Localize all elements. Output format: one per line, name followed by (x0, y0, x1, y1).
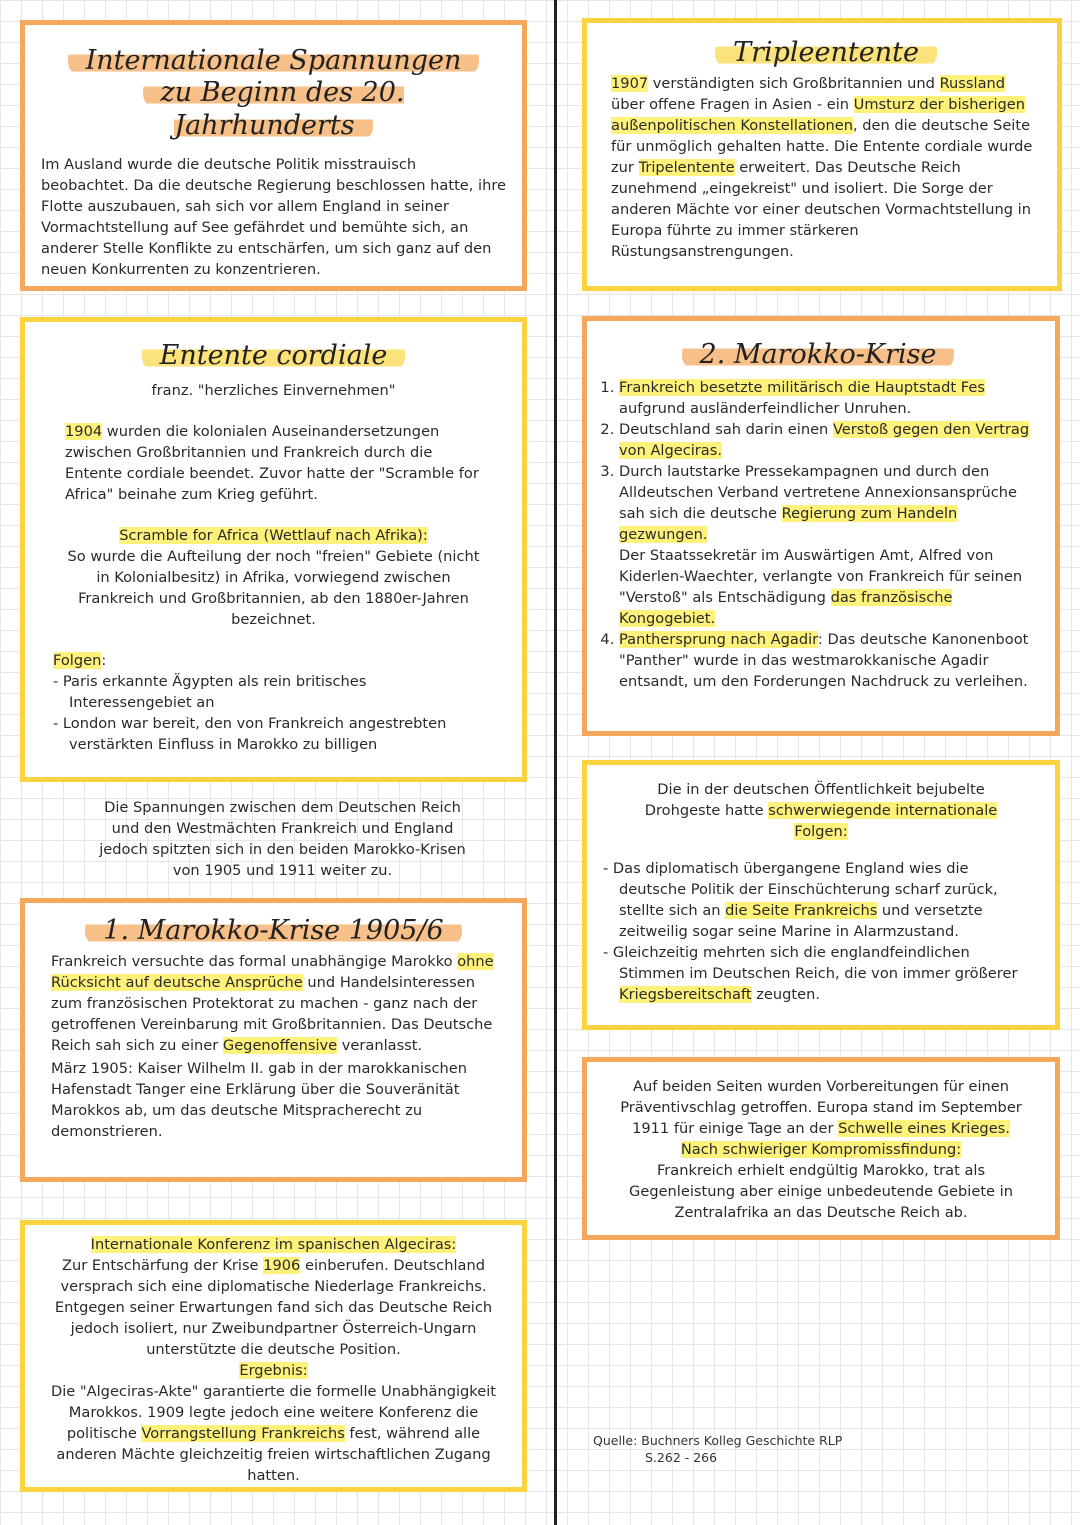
section-title: 1. Marokko-Krise 1905/6 (51, 915, 496, 947)
tanger-text: März 1905: Kaiser Wilhelm II. gab in der marokkanischen Hafenstadt Tanger eine Erklärung über die Souveränität Marokkos ab, um das deutsche Mitspracherecht zu demonstrieren. (51, 1060, 467, 1141)
compromise-label: Nach schwieriger Kompromissfindung: (680, 1141, 962, 1158)
section-text: Im Ausland wurde die deutsche Politik misstrauisch beobachtet. Da die deutsche Regierung beschlossen hatte, ihre Flotte auszubauen, sah sich vor allem England in seiner Vormachtstellung auf See gefährdet und bemühte sich, an anderer Stelle Konflikte zu entschärfen, um sich ganz auf den neuen Konkurrenten zu konzentrieren. (41, 156, 507, 279)
compromise-text: Frankreich erhielt endgültig Marokko, trat als Gegenleistung aber einige unbedeutende Gebiete in Zentralafrika an das Deutsche Reich ab. (629, 1162, 1013, 1221)
section-algeciras-conference (20, 1220, 527, 1492)
section-prevention (582, 1057, 1060, 1240)
entente-text: 1904 wurden die kolonialen Auseinandersetzungen zwischen Großbritannien und Frankreich durch die Entente cordiale beendet. Zuvor hatte der "Scramble for Africa" beinahe zum Krieg geführt. (65, 423, 479, 504)
translation-note: franz. "herzliches Einvernehmen" (151, 382, 396, 400)
folgen-label: Folgen: (53, 652, 107, 670)
crisis-list (595, 377, 1041, 692)
crisis-text: Frankreich versuchte das formal unabhängige Marokko ohne Rücksicht auf deutsche Ansprüche und Handelsinteressen zum französischen Protektorat zu machen - ganz nach der getroffenen Vereinbarung mit Großbritannien. Das Deutsche Reich sah sich zu einer Gegenoffensive veranlasst. (51, 953, 494, 1055)
list-item: 1. Frankreich besetzte militärisch die Hauptstadt Fes aufgrund ausländerfeindlicher Unruhen. (619, 377, 1041, 419)
list-item: - Gleichzeitig mehrten sich die englandfeindlichen Stimmen im Deutschen Reich, die von immer größerer Kriegsbereitschaft zeugten. (603, 944, 1018, 1003)
section-tripleentente (582, 18, 1062, 291)
list-item: 4. Panthersprung nach Agadir: Das deutsche Kanonenboot "Panther" wurde in das westmarokkanische Agadir entsandt, um den Forderungen Nachdruck zu verleihen. (619, 629, 1041, 692)
year-1904: 1904 (65, 423, 103, 441)
conference-text: Zur Entschärfung der Krise 1906 einberufen. Deutschland versprach sich eine diplomatische Niederlage Frankreichs. Entgegen seiner Erwartungen fand sich das Deutsche Reich jedoch isoliert, nur Zweibundpartner Österreich-Ungarn unterstützte die deutsche Position. (54, 1257, 493, 1358)
intro-text: Die Spannungen zwischen dem Deutschen Reich und den Westmächten Frankreich und England jedoch spitzten sich in den beiden Marokko-Krisen von 1905 und 1911 weiter zu. (99, 799, 466, 879)
consequences-intro: Die in der deutschen Öffentlichkeit bejubelte Drohgeste hatte schwerwiegende internationale Folgen: (644, 781, 998, 840)
section-international-tensions (20, 20, 527, 291)
list-item: 3. Durch lautstarke Pressekampagnen und durch den Alldeutschen Verband vertretene Annexionsansprüche sah sich die deutsche Regierung zum Handeln gezwungen. Der Staatssekretär im Auswärtigen Amt, Alfred von Kiderlen-Waechter, verlangte von Frankreich für seinen "Verstoß" als Entschädigung das französische Kongogebiet. (619, 461, 1041, 629)
scramble-text: So wurde die Aufteilung der noch "freien" Gebiete (nicht in Kolonialbesitz) in Afrika, vorwiegend zwischen Frankreich und Großbritannien, ab den 1880er-Jahren bezeichnet. (67, 548, 480, 629)
source-line-2: S.262 - 266 (645, 1450, 718, 1465)
tripleentente-text: 1907 verständigten sich Großbritannien und Russland über offene Fragen in Asien - ein Umsturz der bisherigen außenpolitischen Konstellationen, den die deutsche Seite für unmöglich gehalten hatte. Die Entente cordiale wurde zur Tripelentente erweitert. Das Deutsche Reich zunehmend „eingekreist" und isoliert. Die Sorge der anderen Mächte vor einer deutschen Vormachtstellung in Europa führte zu immer stärkeren Rüstungsanstrengungen. (611, 75, 1033, 261)
section-tension-intro (90, 797, 475, 883)
section-title: 2. Marokko-Krise (595, 339, 1041, 371)
section-entente-cordiale (20, 317, 527, 782)
ergebnis-text: Die "Algeciras-Akte" garantierte die formelle Unabhängigkeit Marokkos. 1909 legte jedoch eine weitere Konferenz die politische Vorrangstellung Frankreichs fest, während alle anderen Mächte gleichzeitig freien wirtschaftlichen Zugang hatten. (51, 1383, 496, 1484)
scramble-heading: Scramble for Africa (Wettlauf nach Afrika): (119, 527, 428, 545)
section-first-morocco-crisis (20, 898, 527, 1182)
consequences-list (603, 858, 1039, 1005)
center-divider (554, 0, 557, 1525)
prevention-text: Auf beiden Seiten wurden Vorbereitungen für einen Präventivschlag getroffen. Europa stand im September 1911 für einige Tage an der Schwelle eines Krieges. (620, 1078, 1022, 1137)
section-consequences (582, 760, 1060, 1030)
section-title: Entente cordiale (65, 340, 482, 372)
source-citation (593, 1432, 842, 1466)
title-line-1: Internationale Spannungen (68, 45, 480, 76)
folgen-list (53, 671, 482, 755)
ergebnis-label: Ergebnis: (239, 1362, 308, 1379)
conference-heading: Internationale Konferenz im spanischen Algeciras: (90, 1236, 457, 1253)
list-item: - Das diplomatisch übergangene England wies die deutsche Politik der Einschüchterung scharf zurück, stellte sich an die Seite Frankreichs und versetzte zeitweilig sogar seine Marine in Alarmzustand. (603, 860, 998, 940)
list-item: - London war bereit, den von Frankreich angestrebten verstärkten Einfluss in Marokko zu billigen (53, 715, 447, 754)
list-item: 2. Deutschland sah darin einen Verstoß gegen den Vertrag von Algeciras. (619, 419, 1041, 461)
section-second-morocco-crisis (582, 316, 1060, 736)
section-title: Tripleentente (611, 37, 1041, 69)
title-line-2: zu Beginn des 20. Jahrhunderts (143, 77, 405, 140)
source-line-1: Quelle: Buchners Kolleg Geschichte RLP (593, 1433, 843, 1448)
list-item: - Paris erkannte Ägypten als rein britisches Interessengebiet an (53, 673, 367, 712)
section-title (41, 45, 506, 142)
